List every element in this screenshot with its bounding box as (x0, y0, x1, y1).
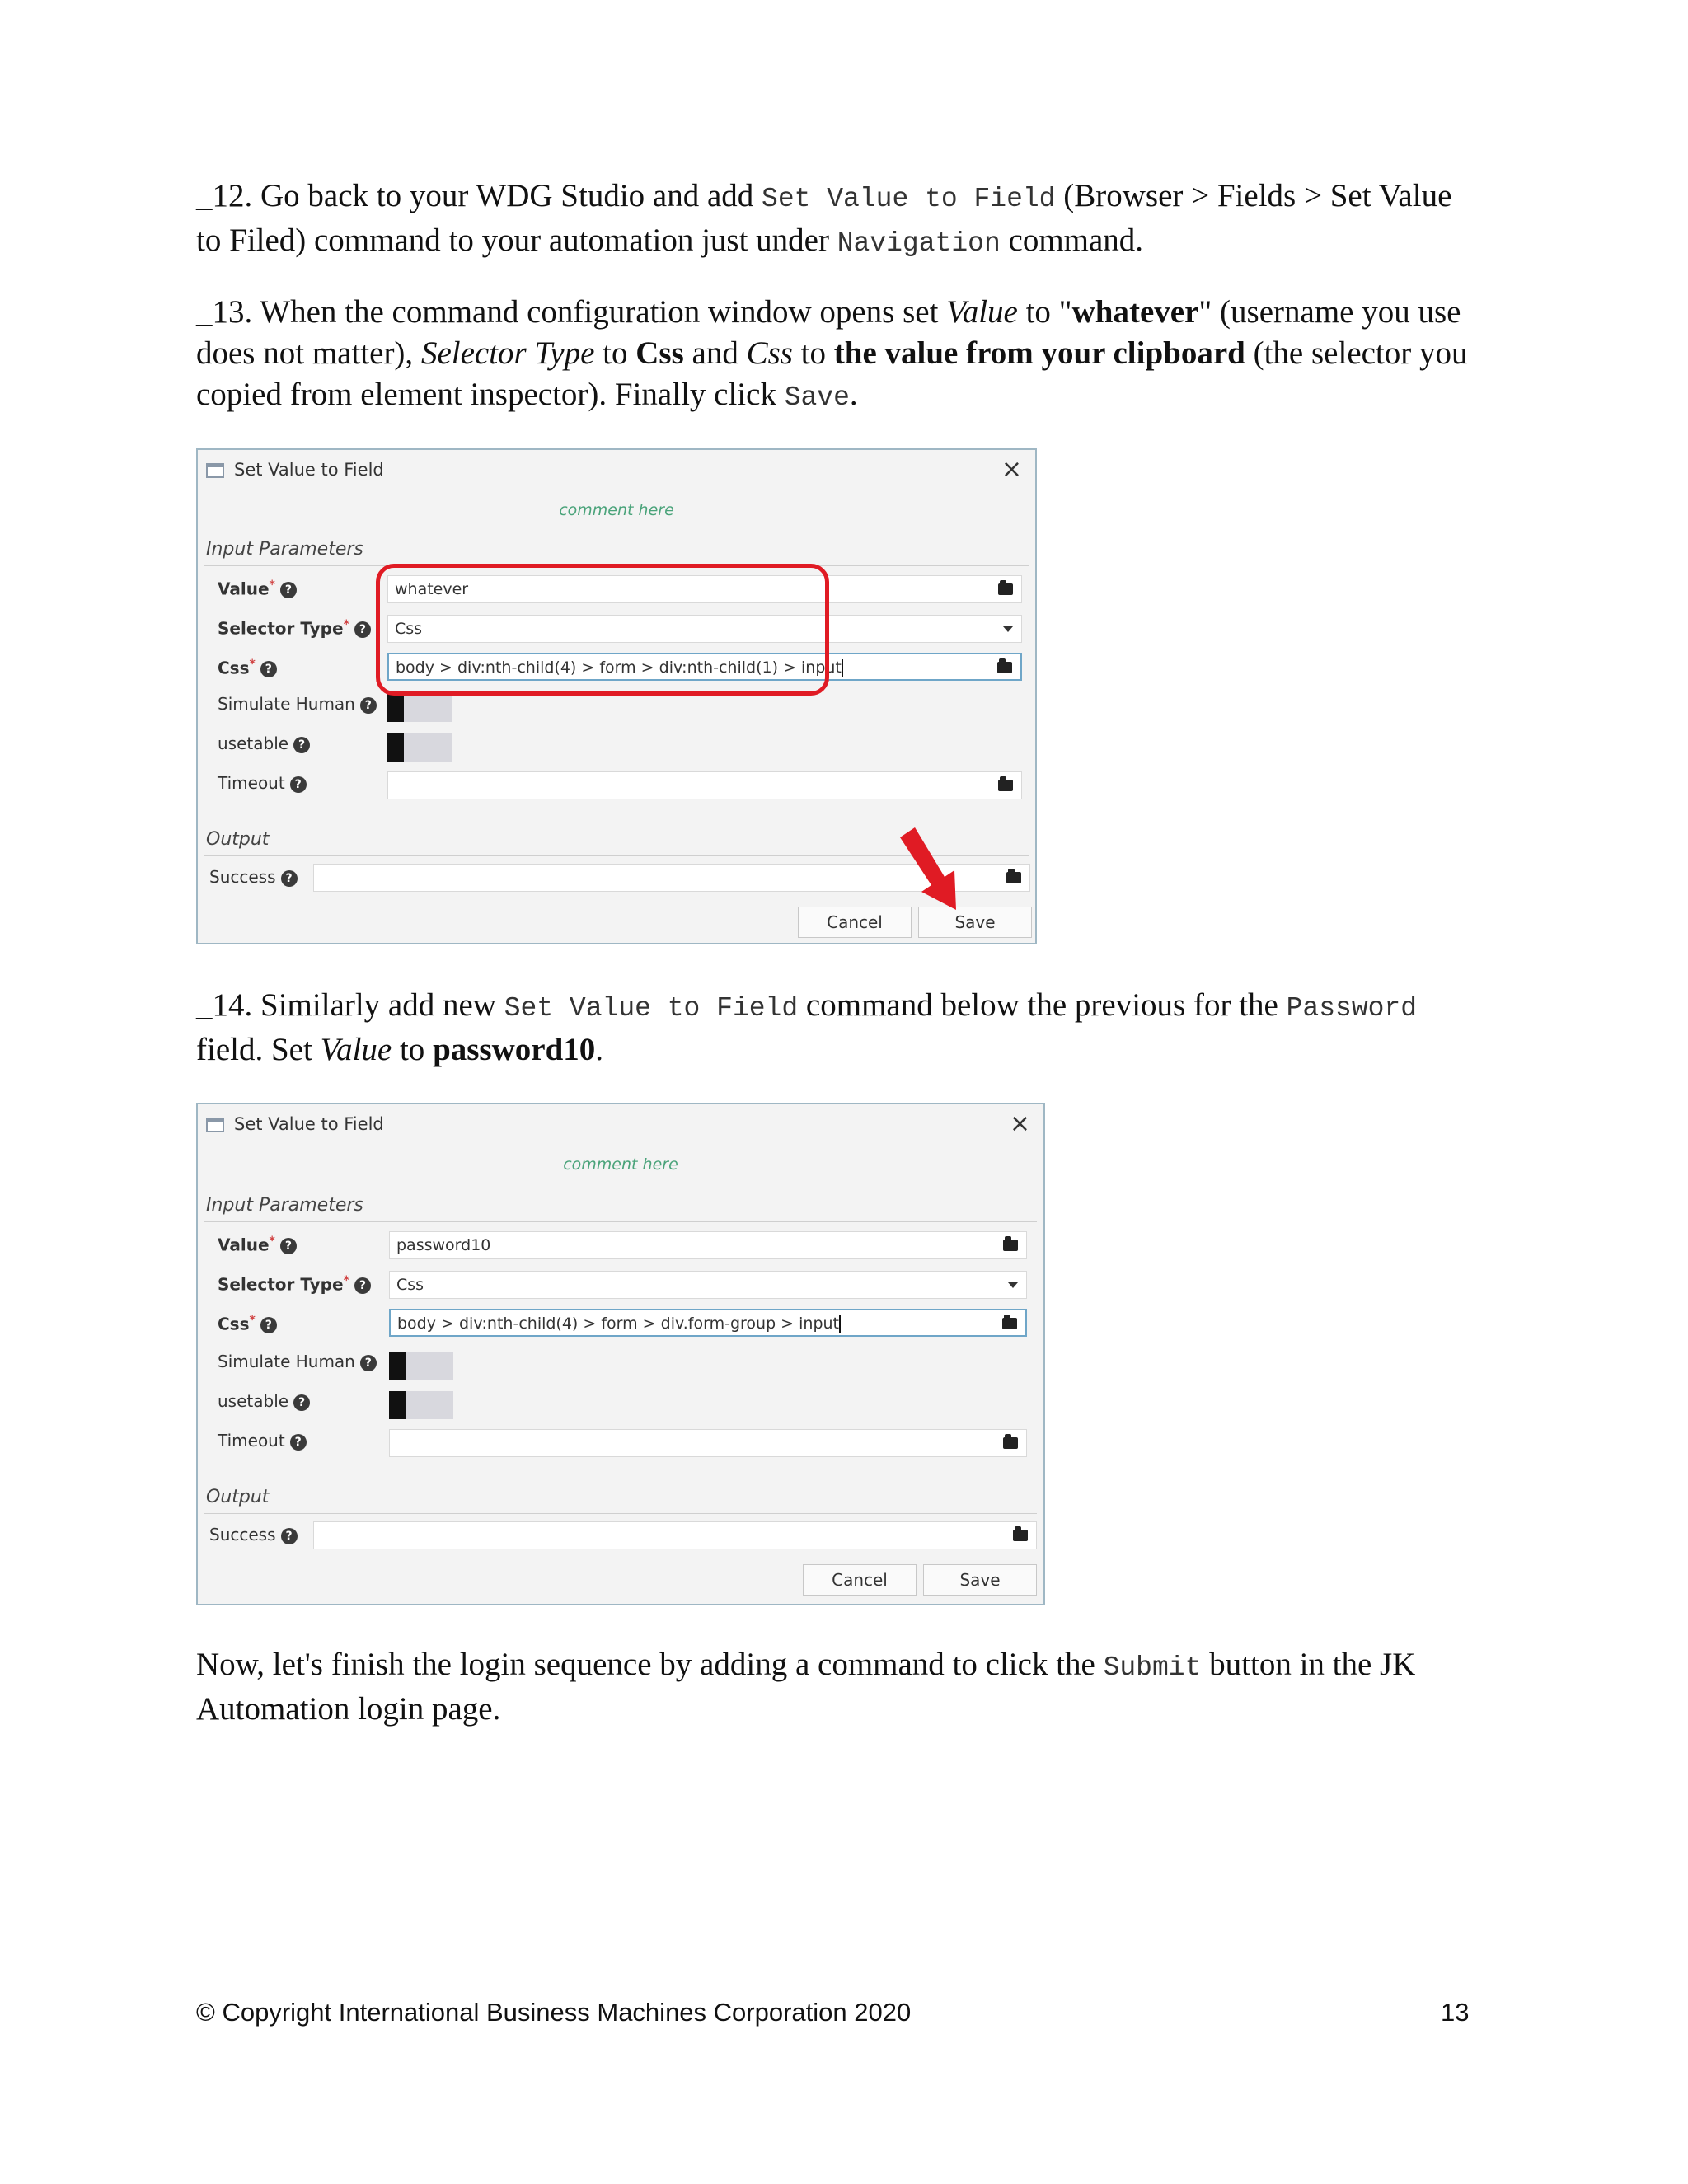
set-value-dialog-1 (196, 448, 1037, 944)
toggle-knob (387, 694, 404, 722)
step-13-text: to (792, 335, 834, 371)
chevron-down-icon[interactable] (1008, 1282, 1018, 1288)
help-icon[interactable]: ? (290, 776, 307, 793)
usetable-label (218, 733, 310, 753)
css-input-text: body > div:nth-child(4) > form > div.form-group > input (397, 1315, 839, 1333)
value-term: Value (320, 1032, 392, 1067)
help-icon[interactable]: ? (281, 870, 298, 887)
highlight-box (376, 564, 829, 696)
folder-icon[interactable] (997, 662, 1012, 673)
dialog-title: Set Value to Field (234, 460, 384, 480)
cancel-button[interactable]: Cancel (803, 1564, 917, 1596)
navigation-code: Navigation (837, 228, 1001, 259)
selector-type-value: Css (395, 620, 423, 638)
whatever-term: whatever (1071, 294, 1199, 330)
closing-text: Now, let's finish the login sequence by adding a command to click the (196, 1647, 1104, 1682)
set-value-to-field-code: Set Value to Field (762, 184, 1056, 214)
required-star: * (269, 1235, 275, 1248)
success-input[interactable] (313, 1521, 1037, 1549)
toggle-knob (387, 733, 404, 762)
password-code: Password (1286, 993, 1418, 1024)
value-label-text: Value (218, 1235, 270, 1255)
help-icon[interactable]: ? (360, 697, 377, 714)
help-icon[interactable]: ? (354, 621, 371, 638)
help-icon[interactable]: ? (260, 661, 277, 677)
toggle-knob (389, 1352, 406, 1380)
comment-field[interactable]: comment here (559, 501, 674, 519)
required-star: * (249, 658, 256, 671)
step-13-text: " (username you use does not matter), (196, 294, 1461, 371)
step-12-text: _12. Go back to your WDG Studio and add (196, 178, 762, 213)
simulate-human-label-text: Simulate Human (218, 1352, 355, 1371)
folder-icon[interactable] (1013, 1530, 1028, 1541)
window-icon (206, 463, 224, 478)
selector-type-select[interactable] (389, 1271, 1027, 1299)
help-icon[interactable]: ? (360, 1355, 377, 1371)
save-button[interactable]: Save (923, 1564, 1037, 1596)
usetable-label (218, 1391, 310, 1411)
closing-paragraph (196, 1644, 1482, 1730)
simulate-human-toggle[interactable] (389, 1352, 453, 1380)
help-icon[interactable]: ? (280, 1238, 297, 1254)
success-label (209, 1525, 298, 1544)
input-parameters-heading: Input Parameters (206, 1195, 363, 1216)
output-heading: Output (206, 829, 270, 850)
required-star: * (343, 1274, 349, 1287)
toggle-knob (389, 1391, 406, 1419)
step-14-paragraph (196, 985, 1482, 1071)
input-parameters-heading: Input Parameters (206, 539, 363, 560)
required-star: * (249, 1314, 256, 1327)
divider (204, 1513, 1037, 1514)
page-number: 13 (1441, 1998, 1470, 2027)
timeout-label-text: Timeout (218, 773, 285, 793)
timeout-input[interactable] (387, 771, 1022, 799)
text-cursor (842, 659, 843, 677)
help-icon[interactable]: ? (280, 582, 297, 598)
password10-term: password10 (433, 1032, 596, 1067)
css-label (218, 1314, 277, 1334)
help-icon[interactable]: ? (293, 1394, 310, 1411)
timeout-label-text: Timeout (218, 1431, 285, 1451)
folder-icon[interactable] (1002, 1318, 1017, 1329)
step-14-text: _14. Similarly add new (196, 987, 504, 1023)
chevron-down-icon[interactable] (1003, 626, 1013, 632)
help-icon[interactable]: ? (281, 1528, 298, 1544)
submit-code: Submit (1103, 1652, 1202, 1683)
step-13-text: to " (1017, 294, 1072, 330)
set-value-to-field-code: Set Value to Field (504, 993, 799, 1024)
value-input-text: whatever (395, 580, 469, 598)
css-label-text: Css (218, 1314, 250, 1334)
step-14-text: field. Set (196, 1032, 321, 1067)
folder-icon[interactable] (1003, 1437, 1018, 1449)
simulate-human-label-text: Simulate Human (218, 694, 355, 714)
usetable-label-text: usetable (218, 1391, 289, 1411)
step-13-text: . (849, 377, 858, 412)
usetable-toggle[interactable] (389, 1391, 453, 1419)
help-icon[interactable]: ? (260, 1317, 277, 1333)
folder-icon[interactable] (998, 583, 1013, 595)
required-star: * (269, 579, 275, 592)
folder-icon[interactable] (998, 780, 1013, 791)
timeout-label (218, 1431, 307, 1451)
folder-icon[interactable] (1006, 872, 1021, 883)
simulate-human-label (218, 694, 377, 714)
value-label (218, 579, 297, 599)
save-code: Save (784, 382, 850, 413)
dialog-title: Set Value to Field (234, 1114, 384, 1134)
value-input[interactable] (389, 1231, 1027, 1259)
close-icon[interactable]: × (1009, 1109, 1030, 1138)
css-label-text: Css (218, 658, 250, 678)
success-label-text: Success (209, 867, 276, 887)
selector-type-label-text: Selector Type (218, 1274, 344, 1295)
step-13-text: to (594, 335, 636, 371)
window-icon (206, 1118, 224, 1132)
step-12-paragraph (196, 176, 1482, 265)
success-label-text: Success (209, 1525, 276, 1544)
step-13-text: _13. When the command configuration window opens set (196, 294, 947, 330)
cancel-button[interactable]: Cancel (798, 907, 912, 938)
timeout-label (218, 773, 307, 793)
usetable-label-text: usetable (218, 733, 289, 753)
value-term: Value (946, 294, 1018, 330)
step-13-paragraph (196, 292, 1482, 419)
save-button[interactable]: Save (918, 907, 1032, 938)
help-icon[interactable]: ? (293, 737, 310, 753)
help-icon[interactable]: ? (290, 1434, 307, 1451)
set-value-dialog-2 (196, 1103, 1045, 1605)
step-13-text: (the selector you copied from element inspector). Finally click (196, 335, 1468, 412)
usetable-toggle[interactable] (387, 733, 452, 762)
value-label (218, 1235, 297, 1255)
folder-icon[interactable] (1003, 1240, 1018, 1251)
css-label (218, 658, 277, 678)
css-input-text: body > div:nth-child(4) > form > div:nth-child(1) > input (396, 658, 842, 677)
selector-type-value: Css (396, 1276, 424, 1294)
copyright-footer: © Copyright International Business Machines Corporation 2020 (196, 1998, 912, 2027)
comment-field[interactable]: comment here (563, 1155, 678, 1174)
value-label-text: Value (218, 579, 270, 599)
step-12-text: command. (1000, 223, 1144, 258)
divider (204, 1221, 1037, 1222)
output-heading: Output (206, 1487, 270, 1507)
selector-type-term: Selector Type (420, 335, 595, 371)
value-input-text: password10 (396, 1236, 491, 1254)
text-cursor (839, 1315, 841, 1333)
step-14-text: command below the previous for the (798, 987, 1287, 1023)
step-14-text: to (392, 1032, 434, 1067)
step-12-text: (Browser > Fields > Set Value to Filed) command to your automation just under (196, 178, 1452, 258)
selector-type-label-text: Selector Type (218, 618, 344, 639)
help-icon[interactable]: ? (354, 1277, 371, 1294)
red-arrow-annotation (897, 826, 963, 916)
close-icon[interactable]: × (1001, 455, 1022, 484)
selector-type-label (218, 1274, 371, 1295)
clipboard-term: the value from your clipboard (833, 335, 1245, 371)
required-star: * (343, 618, 349, 631)
success-label (209, 867, 298, 887)
closing-text: button in the JK Automation login page. (196, 1647, 1416, 1727)
step-13-text: and (683, 335, 747, 371)
css-bold-term: Css (635, 335, 684, 371)
css-italic-term: Css (746, 335, 793, 371)
simulate-human-label (218, 1352, 377, 1371)
timeout-input[interactable] (389, 1429, 1027, 1457)
simulate-human-toggle[interactable] (387, 694, 452, 722)
css-input[interactable] (389, 1309, 1027, 1337)
selector-type-label (218, 618, 371, 639)
step-14-text: . (595, 1032, 604, 1067)
